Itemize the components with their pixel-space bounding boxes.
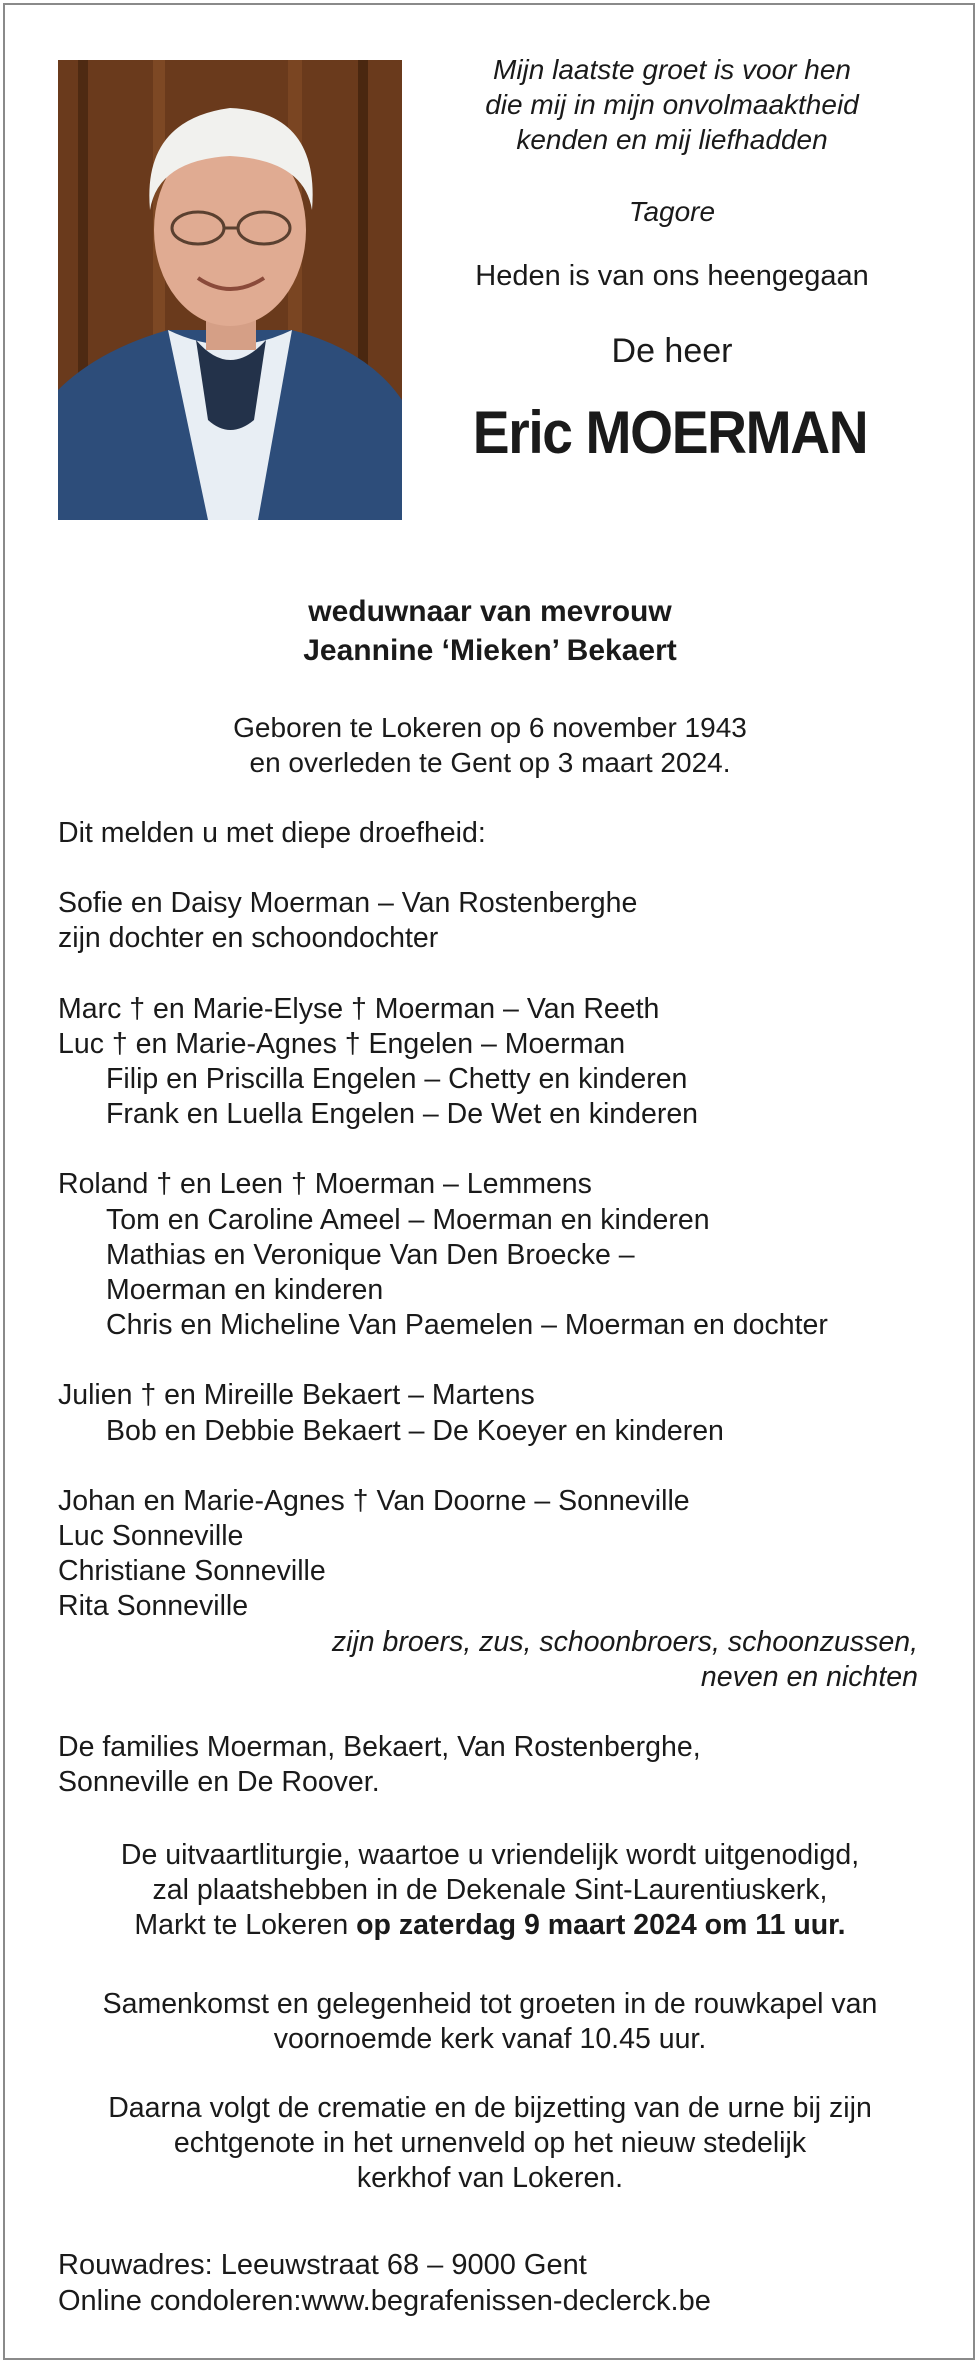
quote-line: Mijn laatste groet is voor hen xyxy=(493,54,851,85)
quote xyxy=(432,52,912,157)
cremation-line: echtgenote in het urnenveld op het nieuw stedelijk xyxy=(173,2127,807,2159)
gathering-line: Samenkomst en gelegenheid tot groeten in de rouwkapel van xyxy=(102,1988,878,2020)
family-line: Johan en Marie-Agnes † Van Doorne – Sonneville xyxy=(58,1484,690,1517)
family-line: Roland † en Leen † Moerman – Lemmens xyxy=(58,1168,592,1201)
family-line: Julien † en Mireille Bekaert – Martens xyxy=(58,1379,535,1412)
liturgy-line xyxy=(0,1908,980,1943)
family-line: zijn dochter en schoondochter xyxy=(58,922,439,955)
family-line-indented: Frank en Luella Engelen – De Wet en kinderen xyxy=(106,1098,699,1131)
family-line: De families Moerman, Bekaert, Van Rostenberghe, xyxy=(58,1731,701,1764)
family-line: Marc † en Marie-Elyse † Moerman – Van Reeth xyxy=(58,992,660,1025)
footer xyxy=(58,2247,948,2319)
cremation-info xyxy=(0,2091,980,2196)
intro-text: Heden is van ons heengegaan xyxy=(475,260,869,292)
family-line: Luc † en Marie-Agnes † Engelen – Moerman xyxy=(58,1027,626,1060)
liturgy-line: zal plaatshebben in de Dekenale Sint-Laurentiuskerk, xyxy=(152,1874,828,1906)
announcement: Dit melden u met diepe droefheid: xyxy=(58,817,486,849)
gathering-line: voornoemde kerk vanaf 10.45 uur. xyxy=(273,2023,707,2055)
relation-caption: neven en nichten xyxy=(700,1660,918,1693)
honorific: De heer xyxy=(611,332,733,370)
death-line: en overleden te Gent op 3 maart 2024. xyxy=(249,747,731,778)
spouse-name: Jeannine ‘Mieken’ Bekaert xyxy=(303,634,677,667)
liturgy-datetime: op zaterdag 9 maart 2024 om 11 uur. xyxy=(356,1909,846,1941)
portrait-photo xyxy=(58,60,402,520)
family-line: Sonneville en De Roover. xyxy=(58,1766,380,1799)
quote-line: kenden en mij liefhadden xyxy=(516,124,828,155)
family-line-indented: Moerman en kinderen xyxy=(106,1274,384,1307)
cremation-line: Daarna volgt de crematie en de bijzetting van de urne bij zijn xyxy=(108,2092,872,2124)
liturgy-location: Markt te Lokeren xyxy=(134,1909,357,1941)
family-line-indented: Bob en Debbie Bekaert – De Koeyer en kinderen xyxy=(106,1414,724,1447)
online-condolences: Online condoleren:www.begrafenissen-declerck.be xyxy=(58,2285,711,2317)
relation-caption: zijn broers, zus, schoonbroers, schoonzussen, xyxy=(331,1625,918,1658)
family-line: Luc Sonneville xyxy=(58,1520,244,1553)
family-line-indented: Chris en Micheline Van Paemelen – Moerman en dochter xyxy=(106,1309,828,1342)
family-line-indented: Mathias en Veronique Van Den Broecke – xyxy=(106,1238,635,1271)
quote-line: die mij in mijn onvolmaaktheid xyxy=(485,89,859,120)
family-line-indented: Tom en Caroline Ameel – Moerman en kinderen xyxy=(106,1203,710,1236)
family-line: Sofie en Daisy Moerman – Van Rostenberghe xyxy=(58,887,638,920)
widower-of xyxy=(0,592,980,670)
liturgy-info xyxy=(0,1838,980,1943)
widow-line: weduwnaar van mevrouw xyxy=(308,595,672,628)
cremation-line: kerkhof van Lokeren. xyxy=(356,2162,624,2194)
family-list xyxy=(58,816,948,1800)
mourning-address: Rouwadres: Leeuwstraat 68 – 9000 Gent xyxy=(58,2249,587,2281)
deceased-name: Eric MOERMAN xyxy=(472,399,868,466)
quote-author: Tagore xyxy=(628,196,716,227)
family-line: Rita Sonneville xyxy=(58,1590,249,1623)
birth-line: Geboren te Lokeren op 6 november 1943 xyxy=(233,712,747,743)
family-line: Christiane Sonneville xyxy=(58,1555,326,1588)
liturgy-line: De uitvaartliturgie, waartoe u vriendelijk wordt uitgenodigd, xyxy=(120,1839,860,1871)
gathering-info xyxy=(0,1987,980,2057)
family-line-indented: Filip en Priscilla Engelen – Chetty en kinderen xyxy=(106,1063,688,1096)
birth-death-info xyxy=(0,710,980,780)
